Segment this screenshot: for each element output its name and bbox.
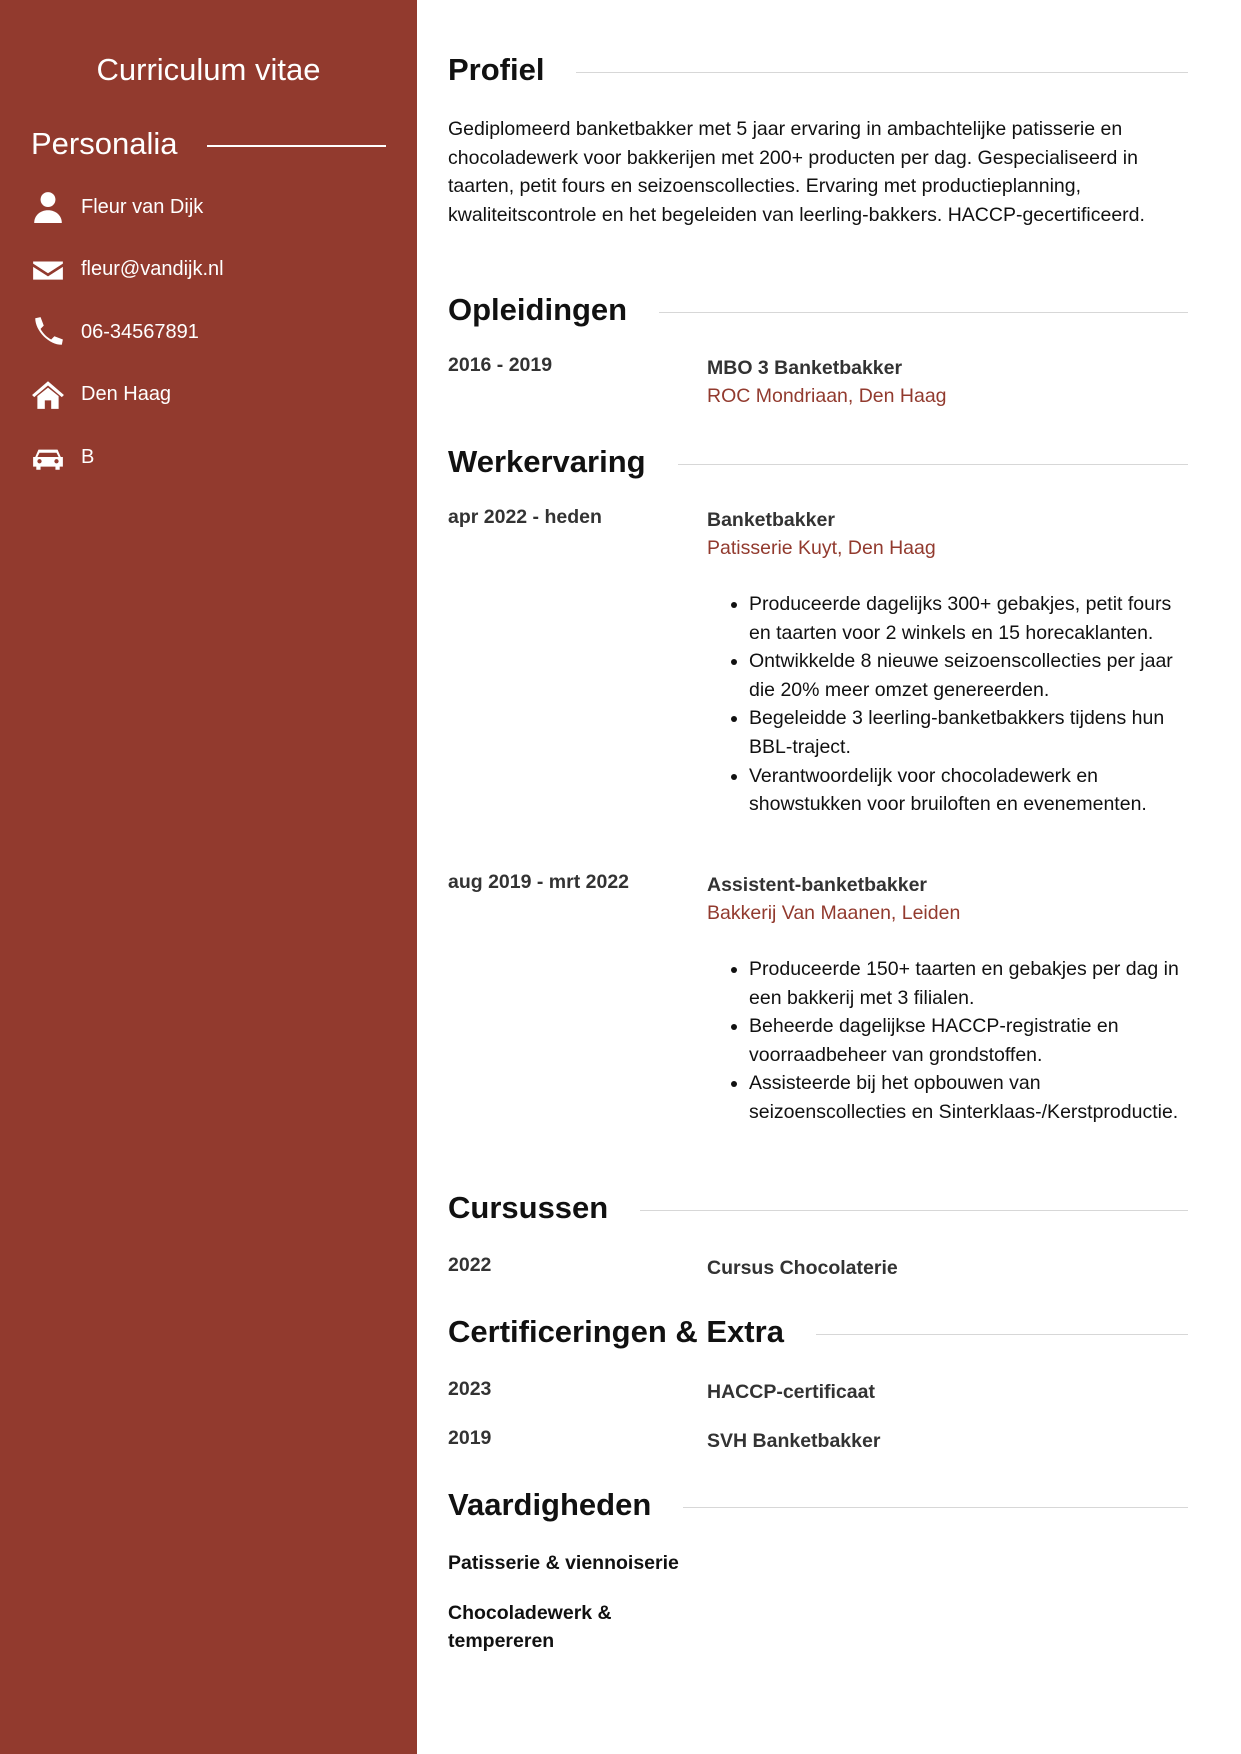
job-bullet: • Produceerde dagelijks 300+ gebakjes, petit fours en taarten voor 2 winkels en 15 horecaklanten. xyxy=(749,590,1188,647)
certificate-date: 2023 xyxy=(448,1378,492,1400)
profiel-heading xyxy=(448,52,1188,88)
personalia-license xyxy=(31,438,391,476)
certificate-body xyxy=(707,1427,1188,1455)
job-date: aug 2019 - mrt 2022 xyxy=(448,871,630,893)
home-icon xyxy=(31,378,65,412)
certificate-title: SVH Banketbakker xyxy=(707,1430,881,1452)
course-title: Cursus Chocolaterie xyxy=(707,1257,898,1279)
opleidingen-heading xyxy=(448,292,1188,328)
car-icon xyxy=(31,440,65,474)
course-body xyxy=(707,1254,1188,1282)
email-text[interactable]: fleur@vandijk.nl xyxy=(81,258,224,280)
job-body xyxy=(707,871,1188,1127)
certificate-title: HACCP-certificaat xyxy=(707,1381,875,1403)
education-date: 2016 - 2019 xyxy=(448,354,553,376)
personalia-name xyxy=(31,188,391,226)
vaardigheden-heading xyxy=(448,1487,1188,1523)
job-bullet: • Ontwikkelde 8 nieuwe seizoenscollecties per jaar die 20% meer omzet genereerden. xyxy=(749,647,1188,704)
envelope-icon xyxy=(31,253,65,287)
opleidingen-divider xyxy=(659,312,1188,313)
job-bullets xyxy=(707,955,1188,1127)
city-text: Den Haag xyxy=(81,383,172,405)
course-date: 2022 xyxy=(448,1254,492,1276)
sidebar xyxy=(0,0,417,1754)
certificeringen-title: Certificeringen & Extra xyxy=(448,1314,784,1349)
personalia-email xyxy=(31,251,391,289)
cursussen-heading xyxy=(448,1190,1188,1226)
vaardigheden-divider xyxy=(683,1507,1188,1508)
cv-title: Curriculum vitae xyxy=(96,52,321,87)
education-title: MBO 3 Banketbakker xyxy=(707,357,903,379)
werkervaring-divider xyxy=(678,464,1188,465)
license-text: B xyxy=(81,445,95,468)
personalia-heading xyxy=(31,126,386,162)
certificate-body xyxy=(707,1378,1188,1406)
skill-item: Patisserie & viennoiserie xyxy=(448,1552,679,1574)
vaardigheden-title: Vaardigheden xyxy=(448,1487,652,1522)
job-bullet: • Begeleidde 3 leerling-banketbakkers tijdens hun BBL-traject. xyxy=(749,704,1188,761)
phone-icon xyxy=(31,315,65,349)
profiel-text: Gediplomeerd banketbakker met 5 jaar ervaring in ambachtelijke patisserie en chocoladewerk voor bakkerijen met 200+ producten per dag. Gespecialiseerd in taarten, petit fours en seizoenscollecties. Ervaring met productieplanning, kwaliteitscontrole en het begeleiden van leerling-bakkers. HACCP-gecertificeerd. xyxy=(448,118,1145,226)
profiel-divider xyxy=(576,72,1188,73)
job-bullet: • Assisteerde bij het opbouwen van seizoenscollecties en Sinterklaas-/Kerstproductie. xyxy=(749,1069,1188,1126)
personalia-list xyxy=(31,188,391,501)
profiel-title: Profiel xyxy=(448,52,545,87)
personalia-city xyxy=(31,376,391,414)
werkervaring-title: Werkervaring xyxy=(448,444,646,479)
opleidingen-title: Opleidingen xyxy=(448,292,628,327)
job-title: Assistent-banketbakker xyxy=(707,874,928,896)
job-body xyxy=(707,506,1188,819)
name-text: Fleur van Dijk xyxy=(81,195,204,218)
education-body xyxy=(707,354,1188,410)
certificeringen-divider xyxy=(816,1334,1188,1335)
phone-text[interactable]: 06-34567891 xyxy=(81,320,199,343)
job-bullet: • Verantwoordelijk voor chocoladewerk en showstukken voor bruiloften en evenementen. xyxy=(749,762,1188,819)
person-icon xyxy=(31,190,65,224)
cursussen-divider xyxy=(640,1210,1188,1211)
job-bullet: • Beheerde dagelijkse HACCP-registratie en voorraadbeheer van grondstoffen. xyxy=(749,1012,1188,1069)
personalia-divider xyxy=(207,145,386,147)
job-employer: Bakkerij Van Maanen, Leiden xyxy=(707,902,961,924)
job-bullets xyxy=(707,590,1188,819)
job-employer: Patisserie Kuyt, Den Haag xyxy=(707,537,936,559)
job-bullet: • Produceerde 150+ taarten en gebakjes per dag in een bakkerij met 3 filialen. xyxy=(749,955,1188,1012)
personalia-label: Personalia xyxy=(31,126,178,161)
education-school: ROC Mondriaan, Den Haag xyxy=(707,385,947,407)
job-title: Banketbakker xyxy=(707,509,835,531)
werkervaring-heading xyxy=(448,444,1188,480)
job-date: apr 2022 - heden xyxy=(448,506,602,528)
certificate-date: 2019 xyxy=(448,1427,492,1449)
cursussen-title: Cursussen xyxy=(448,1190,609,1225)
skill-item: Chocoladewerk & tempereren xyxy=(448,1602,612,1652)
personalia-phone xyxy=(31,313,391,351)
certificeringen-heading xyxy=(448,1314,1188,1350)
